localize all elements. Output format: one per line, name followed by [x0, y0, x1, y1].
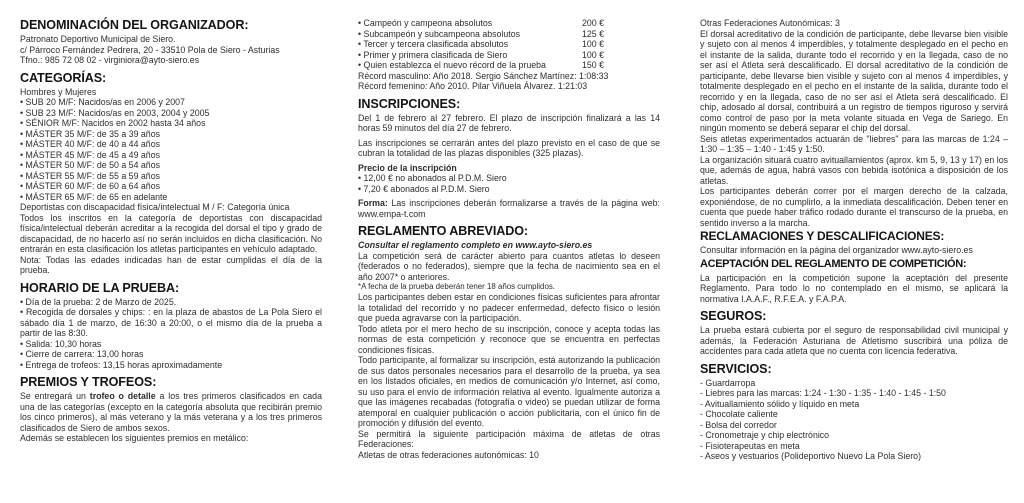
- registration-price-title: Precio de la inscripción: [358, 162, 457, 173]
- section-title-servicios: SERVICIOS:: [700, 361, 772, 376]
- prize-row: [358, 39, 660, 50]
- organizer-phone-email: Tfno.: 985 72 08 02 - virginiora@ayto-siero.es: [20, 55, 200, 65]
- price-item: • 7,20 € abonados al P.D.M. Siero: [358, 183, 490, 194]
- category-item: • MÁSTER 35 M/F: de 35 a 39 años: [20, 128, 160, 139]
- category-item: • SÉNIOR M/F: Nacidos en 2002 hasta 34 años: [20, 118, 206, 128]
- claims-info: Consultar información en la página del organizador www.ayto-siero.es: [700, 245, 973, 255]
- rules-acceptance: Todo atleta por el mero hecho de su inscripción, conoce y acepta todas las normas de esta competición y reconoce que se encuentra en perfectas condiciones físicas.: [358, 323, 660, 355]
- traffic-paragraph: Los participantes deberán correr por el margen derecho de la calzada, exponiéndose, de no cumplirlo, a la inmediata descalificación. Deben tener en cuenta que puede haber tráfico rodado durante el transcurso de la prueba, en sentido inverso a la marcha.: [700, 186, 1008, 228]
- service-item: - Chocolate caliente: [700, 409, 778, 419]
- section-normas: [700, 18, 1008, 228]
- prize-row: [358, 50, 660, 61]
- service-item: - Fisioterapeutas en meta: [700, 440, 800, 451]
- category-item: • SUB 20 M/F: Nacidos/as en 2006 y 2007: [20, 97, 185, 107]
- service-item: - Liebres para las marcas: 1:24 - 1:30 - 1:35 - 1:40 - 1:45 - 1:50: [700, 388, 946, 398]
- categories-list: [20, 97, 322, 202]
- section-inscripciones: [358, 97, 660, 220]
- service-item: - Avituallamiento sólido y líquido en meta: [700, 398, 860, 409]
- section-reglamento-abreviado: [358, 224, 660, 460]
- prize-amount: 200 €: [582, 18, 605, 28]
- service-item: - Guardarropa: [700, 377, 756, 388]
- schedule-item: • Recogida de dorsales y chips: : en la plaza de abastos de La Pola Siero el sábado día 1 de marzo, de 16:30 a 20:00, o el mismo día de la prueba a partir de las 8:30.: [20, 307, 322, 338]
- section-title-inscripciones: INSCRIPCIONES:: [358, 96, 461, 111]
- prize-label: • Campeón y campeona absolutos: [358, 18, 493, 28]
- prize-amount: 100 €: [582, 39, 605, 49]
- section-horario: [20, 281, 322, 371]
- prize-row: [358, 29, 660, 40]
- pacers-paragraph: Seis atletas experimentados actuarán de "liebres" para las marcas de 1:24 – 1:30 – 1:35 – 1:40 - 1:45 y 1:50.: [700, 133, 1008, 154]
- record-women: Récord femenino: Año 2010. Pilar Viñuela Álvarez. 1:21:03: [358, 81, 588, 91]
- registration-limit: Las inscripciones se cerrarán antes del plazo previsto en el caso de que se cubran la totalidad de las plazas disponibles (325 plazas).: [358, 137, 660, 158]
- full-rules-reference: Consultar el reglamento completo en www.ayto-siero.es: [358, 240, 593, 250]
- prize-label: • Primer y primera clasificada de Siero: [358, 49, 508, 60]
- service-item: - Cronometraje y chip electrónico: [700, 430, 830, 440]
- rules-age-footnote: *A fecha de la prueba deberán tener 18 años cumplidos.: [358, 282, 555, 291]
- category-item: • SUB 23 M/F: Nacidos/as en 2003, 2004 y 2005: [20, 107, 210, 118]
- prize-amount: 150 €: [582, 60, 605, 70]
- rules-data-publication: Todo participante, al formalizar su inscripción, está autorizando la publicación de sus datos personales necesarios para el desarrollo de la prueba, ya sea en los listados oficiales, en medios de comunicación y/o Internet, así como, su uso para el envío de información relativa al evento. Igualmente autoriza a que las imágenes recabadas (fotografía o video) se puedan utilizar de forma atemporal en cualquier publicación o acción publicitaria, con el único fin de promoción y difusión del evento.: [358, 355, 660, 428]
- category-item: • MÁSTER 40 M/F: de 40 a 44 años: [20, 139, 160, 149]
- insurance-paragraph: La prueba estará cubierta por el seguro de responsabilidad civil municipal y además, la Federación Asturiana de Atletismo suscribirá una póliza de accidentes para cada atleta que no cuenta con licencia federativa.: [700, 325, 1008, 356]
- registration-method: [358, 198, 660, 219]
- service-item: - Bolsa del corredor: [700, 419, 777, 430]
- price-item: • 12,00 € no abonados al P.D.M. Siero: [358, 173, 507, 183]
- prize-table: [358, 18, 660, 71]
- prizes-text-rest: a los tres primeros clasificados en cada una de las categorías (excepto en la categoría absoluta que recibirán premio los cinco primeros), al más veterano y la más veterana y a los tres primeros clasificados de Siero de ambos sexos.: [20, 391, 322, 433]
- section-title-categorias: CATEGORÍAS:: [20, 70, 107, 85]
- schedule-item: • Salida: 10,30 horas: [20, 338, 102, 349]
- prize-row: [358, 60, 660, 71]
- services-list: [700, 378, 1008, 462]
- section-title-reclamaciones: RECLAMACIONES Y DESCALIFICACIONES:: [700, 229, 945, 243]
- categories-note: Nota: Todas las edades indicadas han de estar cumplidas el día de la prueba.: [20, 254, 322, 275]
- section-title-denominacion: DENOMINACIÓN DEL ORGANIZADOR:: [20, 18, 249, 32]
- registration-method-label: Forma:: [358, 198, 388, 208]
- prize-amount: 125 €: [582, 28, 605, 39]
- section-seguros: [700, 309, 1008, 357]
- section-title-seguros: SEGUROS:: [700, 309, 767, 323]
- category-item: • MÁSTER 45 M/F: de 45 a 49 años: [20, 149, 160, 160]
- category-item: • MÁSTER 60 M/F: de 60 a 64 años: [20, 181, 160, 191]
- registration-method-text: Las inscripciones deberán formalizarse a través de la página web: www.empa-t.com: [358, 198, 660, 219]
- prizes-text-prefix: Se entregará un: [20, 391, 90, 401]
- column-3: [700, 18, 1008, 503]
- section-title-horario: HORARIO DE LA PRUEBA:: [20, 280, 180, 295]
- prizes-paragraph: [20, 391, 322, 433]
- categories-intro: Hombres y Mujeres: [20, 86, 97, 97]
- record-men: Récord masculino: Año 2018. Sergio Sánchez Martínez: 1:08:33: [358, 70, 609, 81]
- organizer-address: c/ Párroco Fernández Pedrera, 20 - 33510 Pola de Siero - Asturias: [20, 44, 280, 55]
- aid-stations-paragraph: La organización situará cuatro avituallamientos (aprox. km 5, 9, 13 y 17) en los que, además de agua, habrá vasos con bebida isotónica a disposición de los atletas.: [700, 154, 1008, 186]
- schedule-item: • Entrega de trofeos: 13,15 horas aproximadamente: [20, 359, 223, 370]
- section-premios-metalico: [358, 18, 660, 92]
- service-item: - Aseos y vestuarios (Polideportivo Nuevo La Pola Siero): [700, 451, 922, 461]
- section-denominacion-organizador: [20, 18, 322, 66]
- prize-amount: 100 €: [582, 49, 605, 60]
- rules-physical-condition: Los participantes deben estar en condiciones físicas suficientes para afrontar la totalidad del recorrido y no padecer enfermedad, defecto físico o lesión que pueda agravarse con la participación.: [358, 292, 660, 323]
- rules-autonomic-athletes: Atletas de otras federaciones autonómicas: 10: [358, 449, 539, 460]
- prize-row: [358, 18, 660, 29]
- column-2: [358, 18, 660, 503]
- section-aceptacion: [700, 257, 1008, 305]
- bib-chip-paragraph: El dorsal acreditativo de la condición de participante, debe llevarse bien visible y sujeto con al menos 4 imperdibles, y totalmente desplegado en el pecho en el instante de la salida, durante todo el recorrido y en la llegada, caso de no ser así el Atleta será descalificado. El dorsal acreditativo de la condición de participante, debe llevarse bien visible y sujeto con al menos 4 imperdibles, y totalmente desplegado en el pecho en el instante de la salida, durante todo el recorrido y en la llegada, caso de no ser así el Atleta será descalificado. El chip, adosado al dorsal, contribuirá a un registro de tiempos riguroso y servirá como control de paso por la meta volante situada en Vega de Sariego. En ningún momento se deberá separar el chip del dorsal.: [700, 28, 1008, 133]
- category-disability-line: Deportistas con discapacidad física/intelectual M / F: Categoría única: [20, 202, 290, 212]
- section-title-aceptacion: ACEPTACIÓN DEL REGLAMENTO DE COMPETICIÓN:: [700, 257, 967, 270]
- prizes-bold-text: trofeo o detalle: [89, 391, 156, 401]
- section-servicios: [700, 362, 1008, 462]
- section-premios-trofeos: [20, 375, 322, 444]
- organizer-name: Patronato Deportivo Municipal de Siero.: [20, 34, 176, 44]
- prize-label: • Tercer y tercera clasificada absolutos: [358, 39, 509, 49]
- section-title-reglamento: REGLAMENTO ABREVIADO:: [358, 224, 529, 238]
- rules-open-competition: La competición será de carácter abierto para cuantos atletas lo deseen (federados o no federados), siempre que la fecha de nacimiento sea en el año 2007* o anteriores.: [358, 250, 660, 282]
- prize-label: • Quien establezca el nuevo récord de la prueba: [358, 60, 546, 70]
- cash-prizes-intro: Además se establecen los siguientes premios en metálico:: [20, 433, 249, 443]
- schedule-item: • Día de la prueba: 2 de Marzo de 2025.: [20, 296, 177, 307]
- category-item: • MÁSTER 55 M/F: de 55 a 59 años: [20, 170, 160, 181]
- section-reclamaciones: [700, 229, 1008, 256]
- other-federations-line: Otras Federaciones Autonómicas: 3: [700, 18, 840, 28]
- category-item: • MÁSTER 65 M/F: de 65 en adelante: [20, 191, 168, 202]
- section-categorias: [20, 71, 322, 276]
- category-item: • MÁSTER 50 M/F: de 50 a 54 años: [20, 160, 160, 170]
- acceptance-paragraph: La participación en la competición supone la aceptación del presente Reglamento. Para todo lo no contemplado en el mismo, se aplicará la normativa I.A.A.F., R.F.E.A. y F.A.P.A.: [700, 272, 1008, 304]
- section-title-premios: PREMIOS Y TROFEOS:: [20, 375, 157, 389]
- prize-label: • Subcampeón y subcampeona absolutos: [358, 28, 521, 39]
- column-1: [20, 18, 322, 503]
- rules-max-participation: Se permitirá la siguiente participación máxima de atletas de otras Federaciones:: [358, 428, 660, 449]
- registration-dates: Del 1 de febrero al 27 febrero. El plazo de inscripción finalizará a las 14 horas 59 minutos del día 27 de febrero.: [358, 112, 660, 133]
- category-disability-paragraph: Todos los inscritos en la categoría de deportistas con discapacidad física/intelectual deberán acreditar a la recogida del dorsal el tipo y grado de discapacidad, de no hacerlo así no serán incluidos en dicha clasificación. No entrarán en esta clasificación los atletas participantes en vehículo adaptado.: [20, 212, 322, 254]
- price-list: [358, 173, 660, 194]
- schedule-list: [20, 297, 322, 371]
- schedule-item: • Cierre de carrera: 13,00 horas: [20, 349, 144, 359]
